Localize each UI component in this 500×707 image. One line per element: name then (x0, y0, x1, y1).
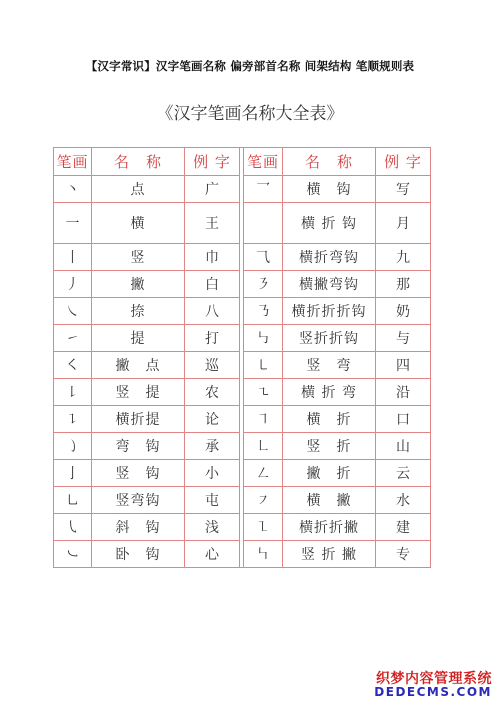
table-row (54, 460, 431, 487)
stroke-symbol: 一 (54, 203, 92, 244)
example-char: 四 (376, 352, 431, 379)
stroke-name: 竖弯钩 (92, 487, 185, 514)
stroke-symbol: ㇃ (54, 541, 92, 568)
stroke-name: 竖 钩 (92, 460, 185, 487)
stroke-symbol: ㇞ (244, 541, 283, 568)
example-char: 屯 (185, 487, 240, 514)
stroke-name: 横 撇 (283, 487, 376, 514)
example-char: 那 (376, 271, 431, 298)
table-row (54, 325, 431, 352)
header-example-right: 例 字 (376, 148, 431, 176)
example-char: 巡 (185, 352, 240, 379)
example-char: 八 (185, 298, 240, 325)
example-char: 月 (376, 203, 431, 244)
example-char: 九 (376, 244, 431, 271)
example-char: 建 (376, 514, 431, 541)
stroke-name: 斜 钩 (92, 514, 185, 541)
stroke-symbol: ㇊ (54, 406, 92, 433)
header-stroke-left: 笔画 (54, 148, 92, 176)
table-row (54, 433, 431, 460)
example-char: 广 (185, 176, 240, 203)
stroke-name: 横折折折钩 (283, 298, 376, 325)
table-row (54, 406, 431, 433)
table-row (54, 541, 431, 568)
stroke-symbol: ⺄ (244, 244, 283, 271)
stroke-symbol: ㇏ (54, 298, 92, 325)
stroke-name: 撇 (92, 271, 185, 298)
stroke-name: 提 (92, 325, 185, 352)
example-char: 水 (376, 487, 431, 514)
stroke-name: 竖 折 (283, 433, 376, 460)
stroke-symbol: 丨 (54, 244, 92, 271)
stroke-symbol: ㇋ (244, 271, 283, 298)
example-char: 专 (376, 541, 431, 568)
table-row (54, 298, 431, 325)
stroke-name: 横折折撇 (283, 514, 376, 541)
stroke-symbol: 丿 (54, 271, 92, 298)
stroke-name: 竖 弯 (283, 352, 376, 379)
stroke-symbol: ㇂ (54, 514, 92, 541)
stroke-name: 弯 钩 (92, 433, 185, 460)
stroke-name: 横 折 弯 (283, 379, 376, 406)
example-char: 奶 (376, 298, 431, 325)
watermark-cn: 织梦内容管理系统 (376, 670, 492, 687)
stroke-name: 竖 提 (92, 379, 185, 406)
header-name-left: 名 称 (92, 148, 185, 176)
table-title: 《汉字笔画名称大全表》 (156, 104, 344, 124)
stroke-name: 点 (92, 176, 185, 203)
table-header-row (54, 148, 431, 176)
stroke-name: 捺 (92, 298, 185, 325)
stroke-name: 横 折 钩 (283, 203, 376, 244)
table-row (54, 176, 431, 203)
example-char: 沿 (376, 379, 431, 406)
stroke-symbol: ㇅ (244, 514, 283, 541)
example-char: 小 (185, 460, 240, 487)
stroke-name: 横 钩 (283, 176, 376, 203)
stroke-symbol: ㇗ (244, 433, 283, 460)
stroke-name: 竖折折钩 (283, 325, 376, 352)
header-stroke-right: 笔画 (244, 148, 283, 176)
example-char: 王 (185, 203, 240, 244)
stroke-symbol: ㇛ (54, 352, 92, 379)
stroke-name: 撇 点 (92, 352, 185, 379)
example-char: 云 (376, 460, 431, 487)
stroke-symbol: ㇡ (244, 298, 283, 325)
table-row (54, 244, 431, 271)
table-row (54, 271, 431, 298)
stroke-symbol: ㇙ (54, 379, 92, 406)
stroke-name: 竖 折 撇 (283, 541, 376, 568)
stroke-symbol: ㇜ (244, 460, 283, 487)
header-name-right: 名 称 (283, 148, 376, 176)
table-row (54, 487, 431, 514)
example-char: 白 (185, 271, 240, 298)
example-char: 巾 (185, 244, 240, 271)
stroke-name: 横 (92, 203, 185, 244)
example-char: 打 (185, 325, 240, 352)
watermark (374, 672, 492, 699)
stroke-symbol: ㇟ (54, 487, 92, 514)
example-char: 写 (376, 176, 431, 203)
example-char: 浅 (185, 514, 240, 541)
stroke-symbol: 亅 (54, 460, 92, 487)
stroke-symbol: ㇄ (244, 352, 283, 379)
example-char: 农 (185, 379, 240, 406)
stroke-symbol: ㇍ (244, 379, 283, 406)
example-char: 与 (376, 325, 431, 352)
stroke-symbol: ㇕ (244, 406, 283, 433)
stroke-name: 横 折 (283, 406, 376, 433)
example-char: 承 (185, 433, 240, 460)
stroke-name: 卧 钩 (92, 541, 185, 568)
example-char: 口 (376, 406, 431, 433)
stroke-name: 撇 折 (283, 460, 376, 487)
stroke-symbol: ㇁ (54, 433, 92, 460)
stroke-name-table (53, 147, 431, 568)
table-row (54, 514, 431, 541)
page-heading: 【汉字常识】汉字笔画名称 偏旁部首名称 间架结构 笔顺规则表 (85, 59, 415, 73)
stroke-name: 横折弯钩 (283, 244, 376, 271)
stroke-name: 横撇弯钩 (283, 271, 376, 298)
table-row (54, 379, 431, 406)
example-char: 山 (376, 433, 431, 460)
example-char: 论 (185, 406, 240, 433)
watermark-en: DEDECMS.COM (374, 685, 492, 700)
stroke-name: 竖 (92, 244, 185, 271)
table-row (54, 352, 431, 379)
stroke-symbol: 丶 (54, 176, 92, 203)
example-char: 心 (185, 541, 240, 568)
stroke-symbol: ㇀ (54, 325, 92, 352)
table-row (54, 203, 431, 244)
stroke-name: 横折提 (92, 406, 185, 433)
stroke-symbol: ㇇ (244, 487, 283, 514)
stroke-symbol: ㇉ (244, 325, 283, 352)
stroke-symbol: 乛 (244, 176, 283, 203)
stroke-symbol (244, 203, 283, 244)
header-example-left: 例 字 (185, 148, 240, 176)
